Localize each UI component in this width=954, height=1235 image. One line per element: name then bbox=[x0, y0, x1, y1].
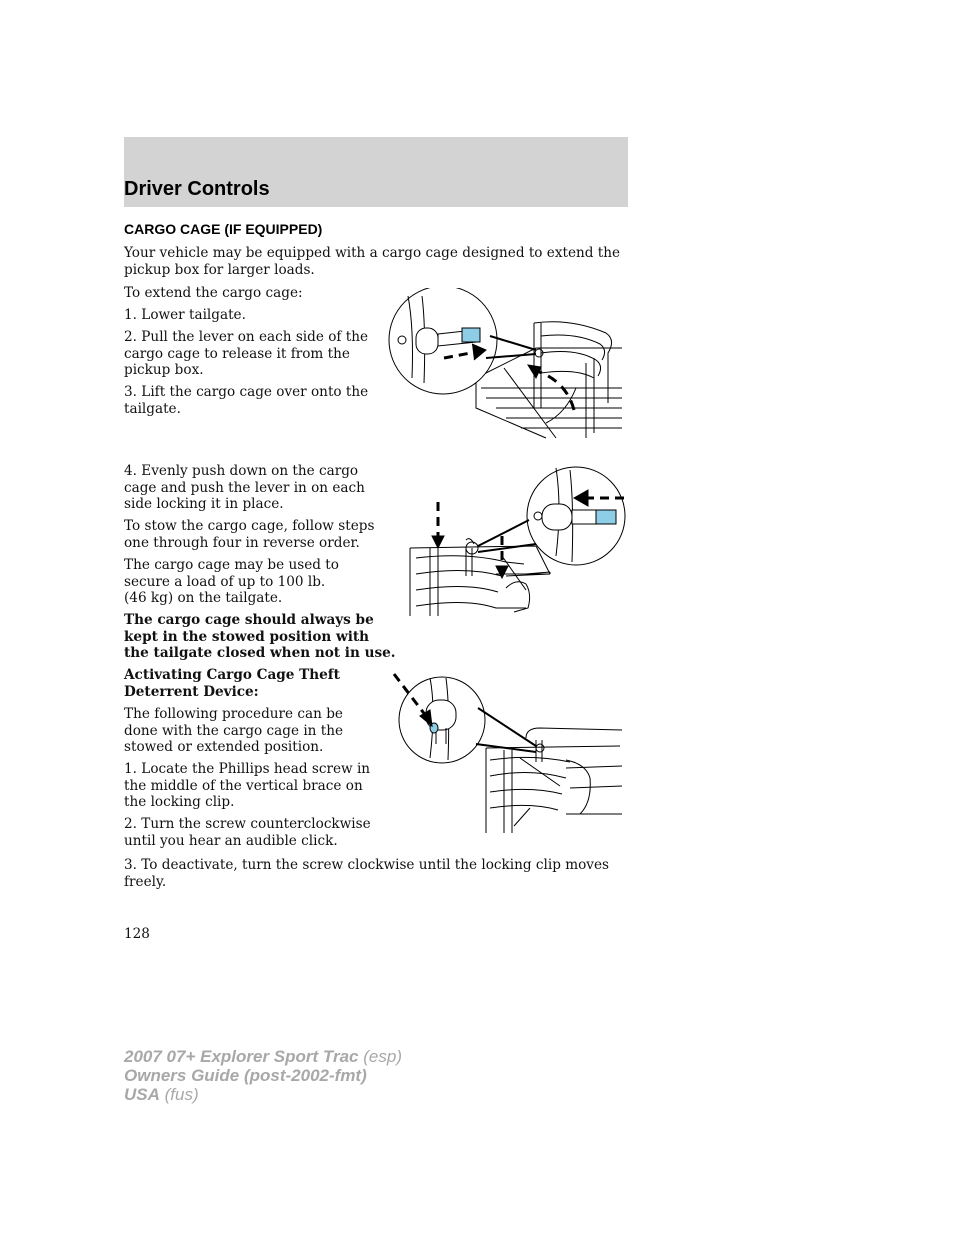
page-number: 128 bbox=[124, 926, 150, 942]
step-1: 1. Lower tailgate. bbox=[124, 307, 246, 323]
cargo-cage-heading: CARGO CAGE (IF EQUIPPED) bbox=[124, 221, 323, 237]
theft-step-1: 1. Locate the Phillips head screw in the middle of the vertical brace on the locking clip. bbox=[124, 761, 371, 810]
load-limit-paragraph: The cargo cage may be used to secure a load of up to 100 lb. (46 kg) on the tailgate. bbox=[124, 557, 339, 606]
intro-paragraph: Your vehicle may be equipped with a cargo cage designed to extend the pickup box for larger loads. bbox=[124, 245, 621, 278]
theft-deterrent-screw-illustration bbox=[390, 668, 622, 838]
extend-intro: To extend the cargo cage: bbox=[124, 285, 303, 301]
cargo-cage-extend-illustration bbox=[386, 288, 622, 448]
cargo-cage-lock-illustration bbox=[406, 466, 628, 630]
step-3: 3. Lift the cargo cage over onto the tailgate. bbox=[124, 384, 369, 417]
step-2: 2. Pull the lever on each side of the cargo cage to release it from the pickup box. bbox=[124, 329, 369, 378]
section-title: Driver Controls bbox=[124, 178, 270, 200]
theft-device-heading: Activating Cargo Cage Theft Deterrent Device: bbox=[124, 667, 340, 700]
theft-step-3: 3. To deactivate, turn the screw clockwise until the locking clip moves freely. bbox=[124, 857, 609, 890]
step-4: 4. Evenly push down on the cargo cage and push the lever in on each side locking it in place. bbox=[124, 463, 365, 512]
theft-step-2: 2. Turn the screw counterclockwise until you hear an audible click. bbox=[124, 816, 371, 849]
stow-warning: The cargo cage should always be kept in the stowed position with the tailgate closed when not in use. bbox=[124, 612, 396, 661]
procedure-paragraph: The following procedure can be done with the cargo cage in the stowed or extended position. bbox=[124, 706, 344, 755]
document-footer: 2007 07+ Explorer Sport Trac (esp) Owners Guide (post-2002-fmt) USA (fus) bbox=[124, 1047, 402, 1104]
stow-paragraph: To stow the cargo cage, follow steps one through four in reverse order. bbox=[124, 518, 375, 551]
